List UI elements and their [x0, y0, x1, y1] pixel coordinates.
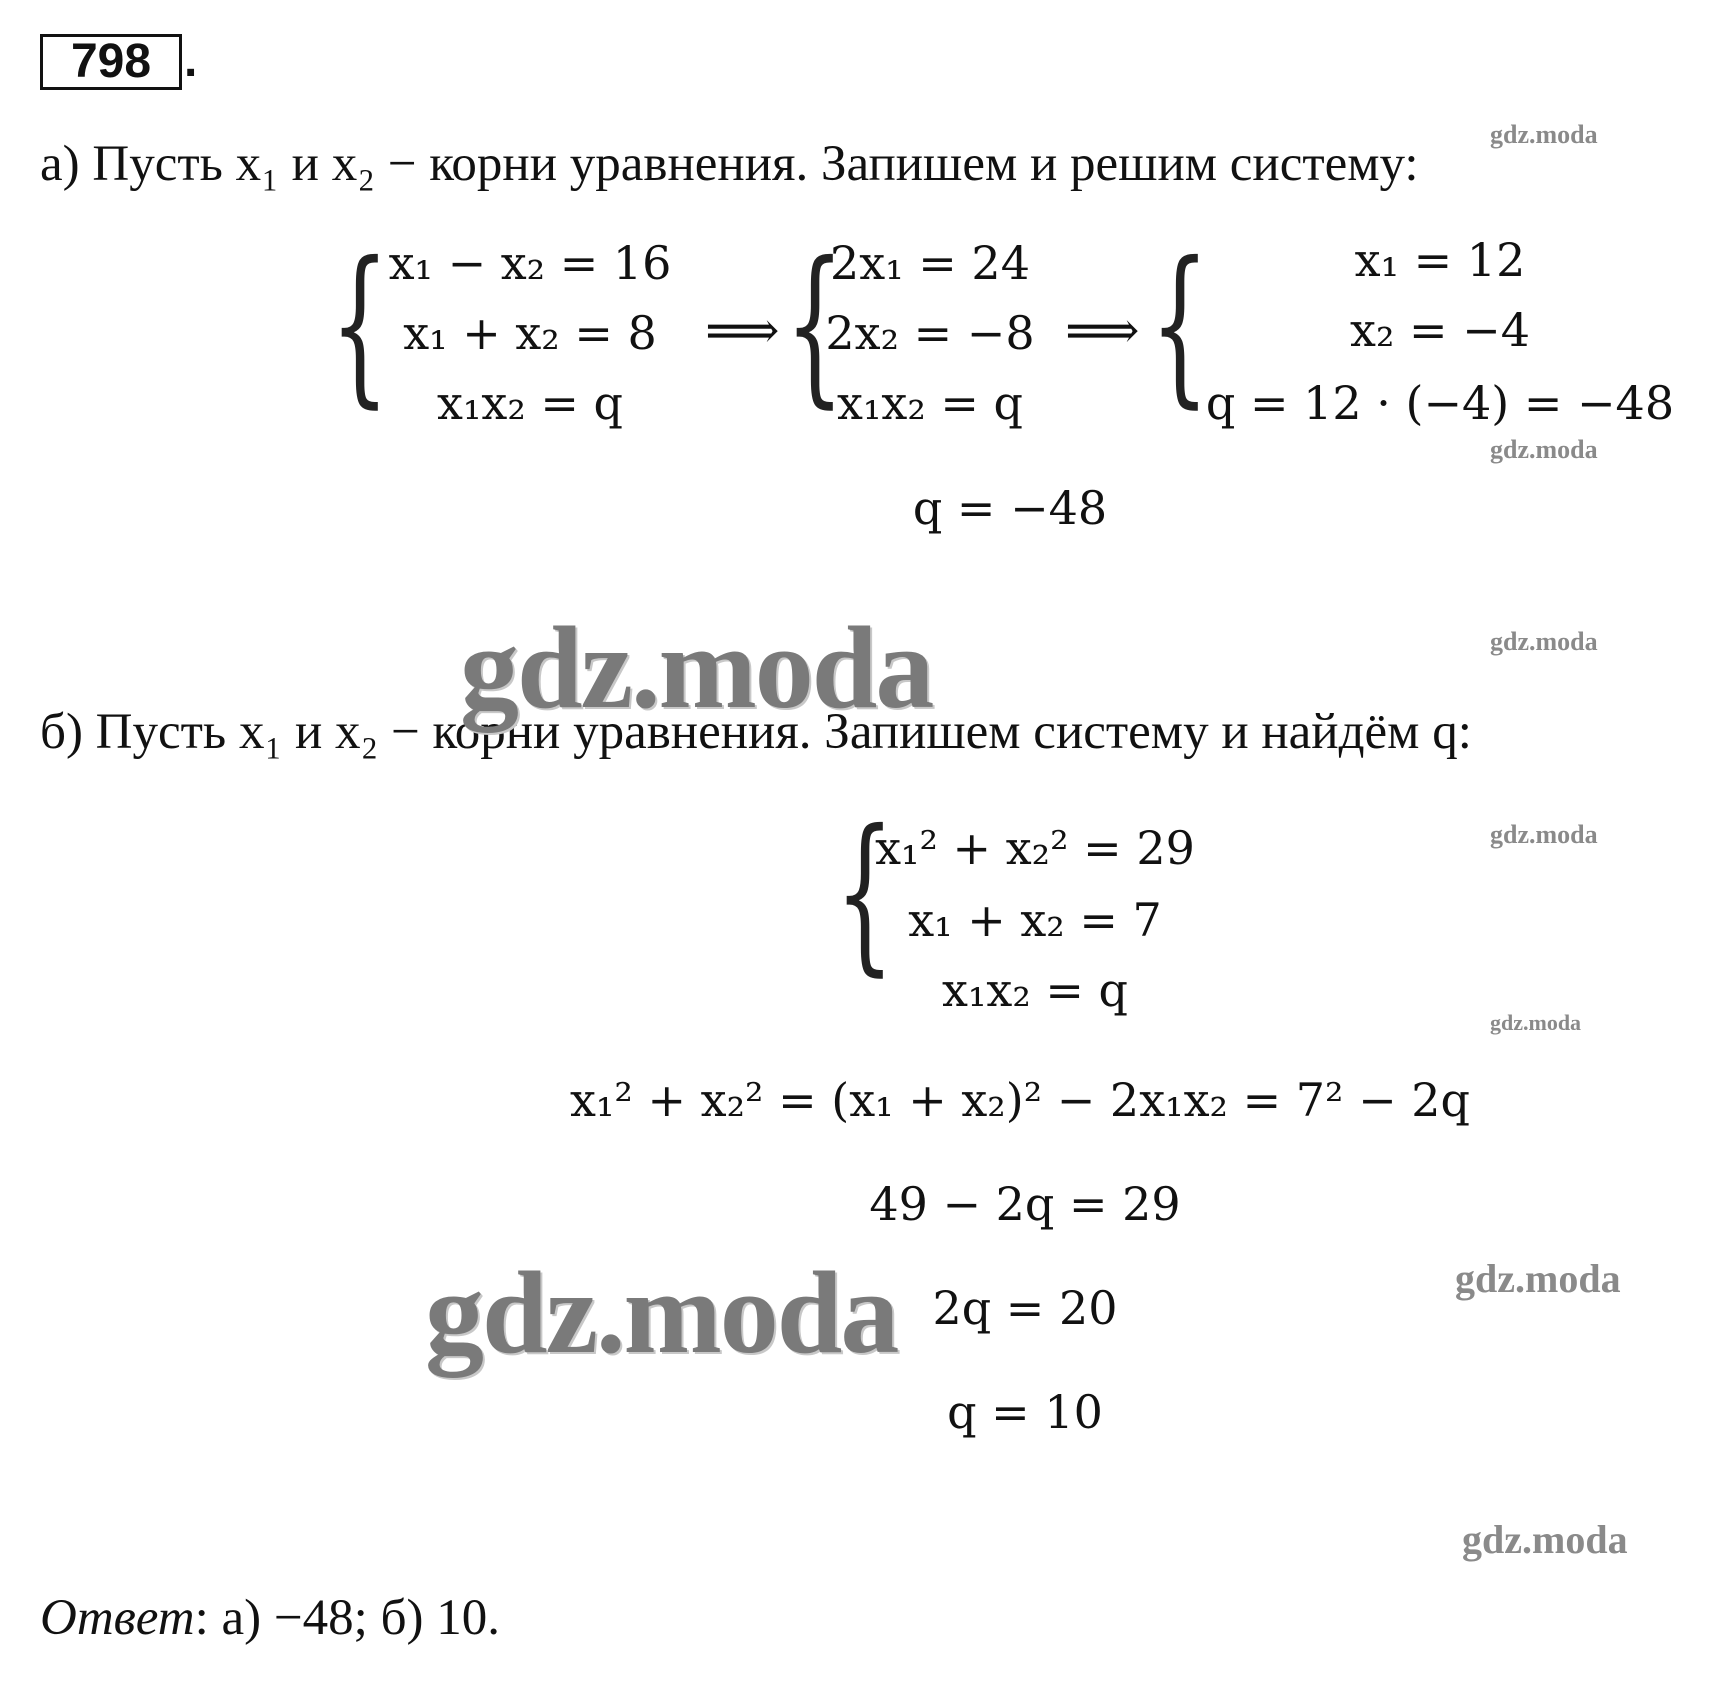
- system1-line3: x₁x₂ = q: [437, 376, 623, 430]
- system1-brace: {: [330, 226, 390, 424]
- watermark-large: gdz.moda: [460, 602, 933, 733]
- system2-line3: x₁x₂ = q: [837, 376, 1023, 430]
- problem-number-box: [40, 34, 182, 90]
- answer-label: Ответ: [40, 1590, 195, 1646]
- system2-line1: 2x₁ = 24: [830, 236, 1030, 290]
- watermark: gdz.moda: [1455, 1256, 1621, 1301]
- part-a-result: q = −48: [912, 481, 1108, 535]
- answer-text: : а) −48; б) 10.: [194, 1590, 500, 1646]
- watermark: gdz.moda: [1490, 627, 1598, 656]
- watermark: gdz.moda: [1490, 1010, 1582, 1035]
- watermark-large: gdz.moda: [425, 1247, 898, 1378]
- part-b-step-1: x₁² + x₂² = (x₁ + x₂)² − 2x₁x₂ = 7² − 2q: [570, 1073, 1470, 1127]
- system-b-line2: x₁ + x₂ = 7: [908, 893, 1162, 947]
- watermark: gdz.moda: [1462, 1517, 1628, 1562]
- problem-number: 798: [70, 35, 152, 88]
- arrow-2: ⟹: [1065, 301, 1140, 361]
- problem-number-dot: .: [184, 34, 198, 87]
- answer-line: [40, 1588, 500, 1648]
- watermark: gdz.moda: [1490, 820, 1598, 849]
- system-b-line3: x₁x₂ = q: [942, 963, 1128, 1017]
- part-b-step-3: 2q = 20: [932, 1281, 1118, 1335]
- system3-line1: x₁ = 12: [1354, 233, 1526, 287]
- system2-line2: 2x₂ = −8: [825, 306, 1035, 360]
- watermark: gdz.moda: [1490, 435, 1598, 464]
- arrow-1: ⟹: [705, 301, 780, 361]
- part-a-intro: а) Пусть x₁ и x₂ − корни уравнения. Запишем и решим систему:: [40, 136, 1419, 192]
- part-b-step-2: 49 − 2q = 29: [869, 1177, 1181, 1231]
- system-b-brace: {: [835, 794, 895, 992]
- part-b-intro: б) Пусть x₁ и x₂ − корни уравнения. Запишем систему и найдём q:: [40, 704, 1472, 760]
- system-b-line1: x₁² + x₂² = 29: [875, 821, 1195, 875]
- system3-line2: x₂ = −4: [1350, 303, 1530, 357]
- system1-line1: x₁ − x₂ = 16: [388, 236, 672, 290]
- system2-brace: {: [785, 226, 845, 424]
- part-b-step-4: q = 10: [947, 1385, 1103, 1439]
- system1-line2: x₁ + x₂ = 8: [403, 306, 657, 360]
- system3-line3: q = 12 · (−4) = −48: [1205, 376, 1675, 430]
- watermark: gdz.moda: [1490, 120, 1598, 149]
- system3-brace: {: [1150, 226, 1210, 424]
